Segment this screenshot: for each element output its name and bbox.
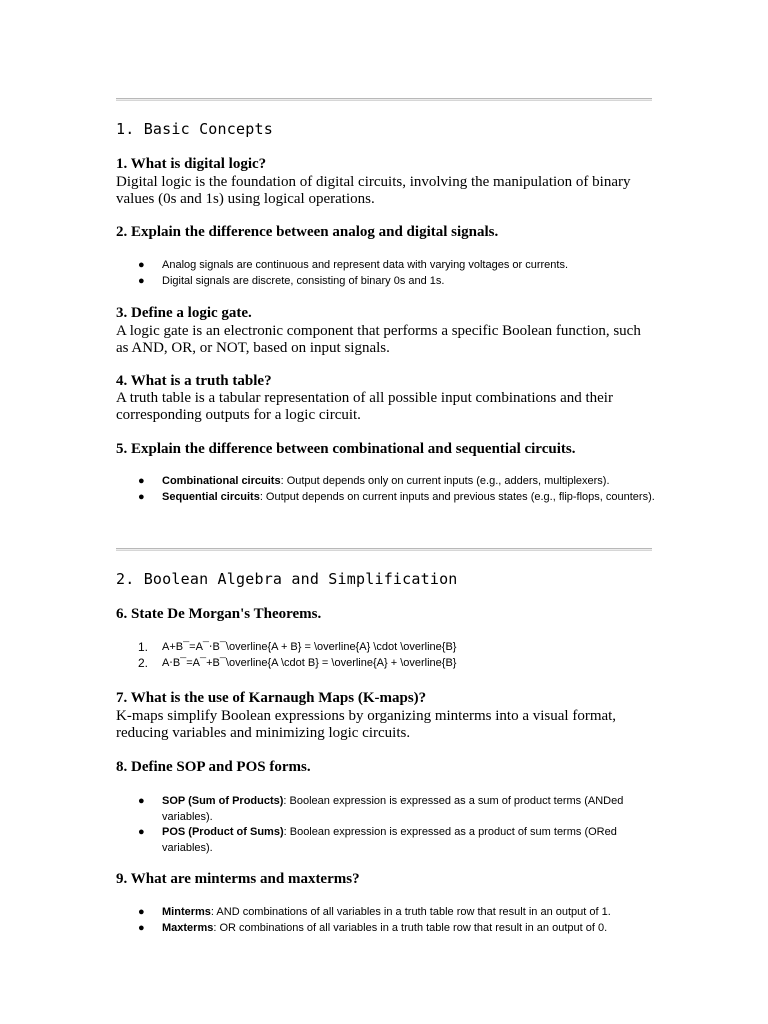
list-item: ● Digital signals are discrete, consisting of binary 0s and 1s. <box>116 274 656 290</box>
bullet-list <box>116 258 656 289</box>
section-title-boolean-algebra: 2. Boolean Algebra and Simplification <box>116 570 458 588</box>
answer-text: A truth table is a tabular representation of all possible input combinations and their corresponding outputs for a logic circuit. <box>116 390 613 423</box>
list-number: 2. <box>138 655 149 670</box>
question-heading: 6. State De Morgan's Theorems. <box>116 606 322 622</box>
bullet-list <box>116 474 656 505</box>
bullet-icon: ● <box>138 795 145 807</box>
question-heading: 9. What are minterms and maxterms? <box>116 871 360 887</box>
bullet-icon: ● <box>138 921 145 934</box>
section-divider <box>116 548 652 551</box>
list-item: ● SOP (Sum of Products): Boolean expression is expressed as a sum of product terms (ANDed variables). <box>138 795 624 823</box>
list-item: 2. A⋅B¯=A¯+B¯\overline{A \cdot B} = \overline{A} + \overline{B} <box>138 655 457 670</box>
list-item: ● Sequential circuits: Output depends on current inputs and previous states (e.g., flip-flops, counters). <box>116 490 656 506</box>
question-heading: 4. What is a truth table? <box>116 373 272 389</box>
bullet-list <box>116 905 656 936</box>
list-item: ● Combinational circuits: Output depends only on current inputs (e.g., adders, multiplexers). <box>116 474 656 490</box>
question-heading: 2. Explain the difference between analog and digital signals. <box>116 224 499 240</box>
list-item: ● Analog signals are continuous and represent data with varying voltages or currents. <box>116 258 656 274</box>
section-title-basic-concepts: 1. Basic Concepts <box>116 120 273 138</box>
question-heading: 3. Define a logic gate. <box>116 305 252 321</box>
question-heading: 5. Explain the difference between combinational and sequential circuits. <box>116 441 576 457</box>
bullet-icon: ● <box>138 906 145 918</box>
answer-text: K-maps simplify Boolean expressions by organizing minterms into a visual format, reducing variables and minimizing logic circuits. <box>116 708 617 741</box>
answer-text: A logic gate is an electronic component that performs a specific Boolean function, such as AND, OR, or NOT, based on input signals. <box>116 323 641 356</box>
list-item: ● Maxterms: OR combinations of all variables in a truth table row that result in an output of 0. <box>116 921 656 937</box>
bullet-icon: ● <box>138 490 145 503</box>
list-number: 1. <box>138 640 149 654</box>
bullet-list <box>116 794 656 856</box>
list-item: 1. A+B¯=A¯⋅B¯\overline{A + B} = \overline{A} \cdot \overline{B} <box>138 640 457 654</box>
bullet-icon: ● <box>138 826 145 838</box>
list-item: ● Minterms: AND combinations of all variables in a truth table row that result in an output of 1. <box>116 905 656 921</box>
bullet-icon: ● <box>138 475 145 487</box>
bullet-icon: ● <box>138 259 145 271</box>
section-divider <box>116 98 652 101</box>
question-heading: 7. What is the use of Karnaugh Maps (K-maps)? <box>116 690 427 706</box>
question-heading: 8. Define SOP and POS forms. <box>116 759 311 775</box>
answer-text: Digital logic is the foundation of digital circuits, involving the manipulation of binary values (0s and 1s) using logical operations. <box>116 174 631 207</box>
bullet-icon: ● <box>138 274 145 287</box>
question-heading: 1. What is digital logic? <box>116 156 267 172</box>
list-item: ● POS (Product of Sums): Boolean expression is expressed as a product of sum terms (ORed variables). <box>138 826 617 854</box>
numbered-list <box>116 640 656 671</box>
